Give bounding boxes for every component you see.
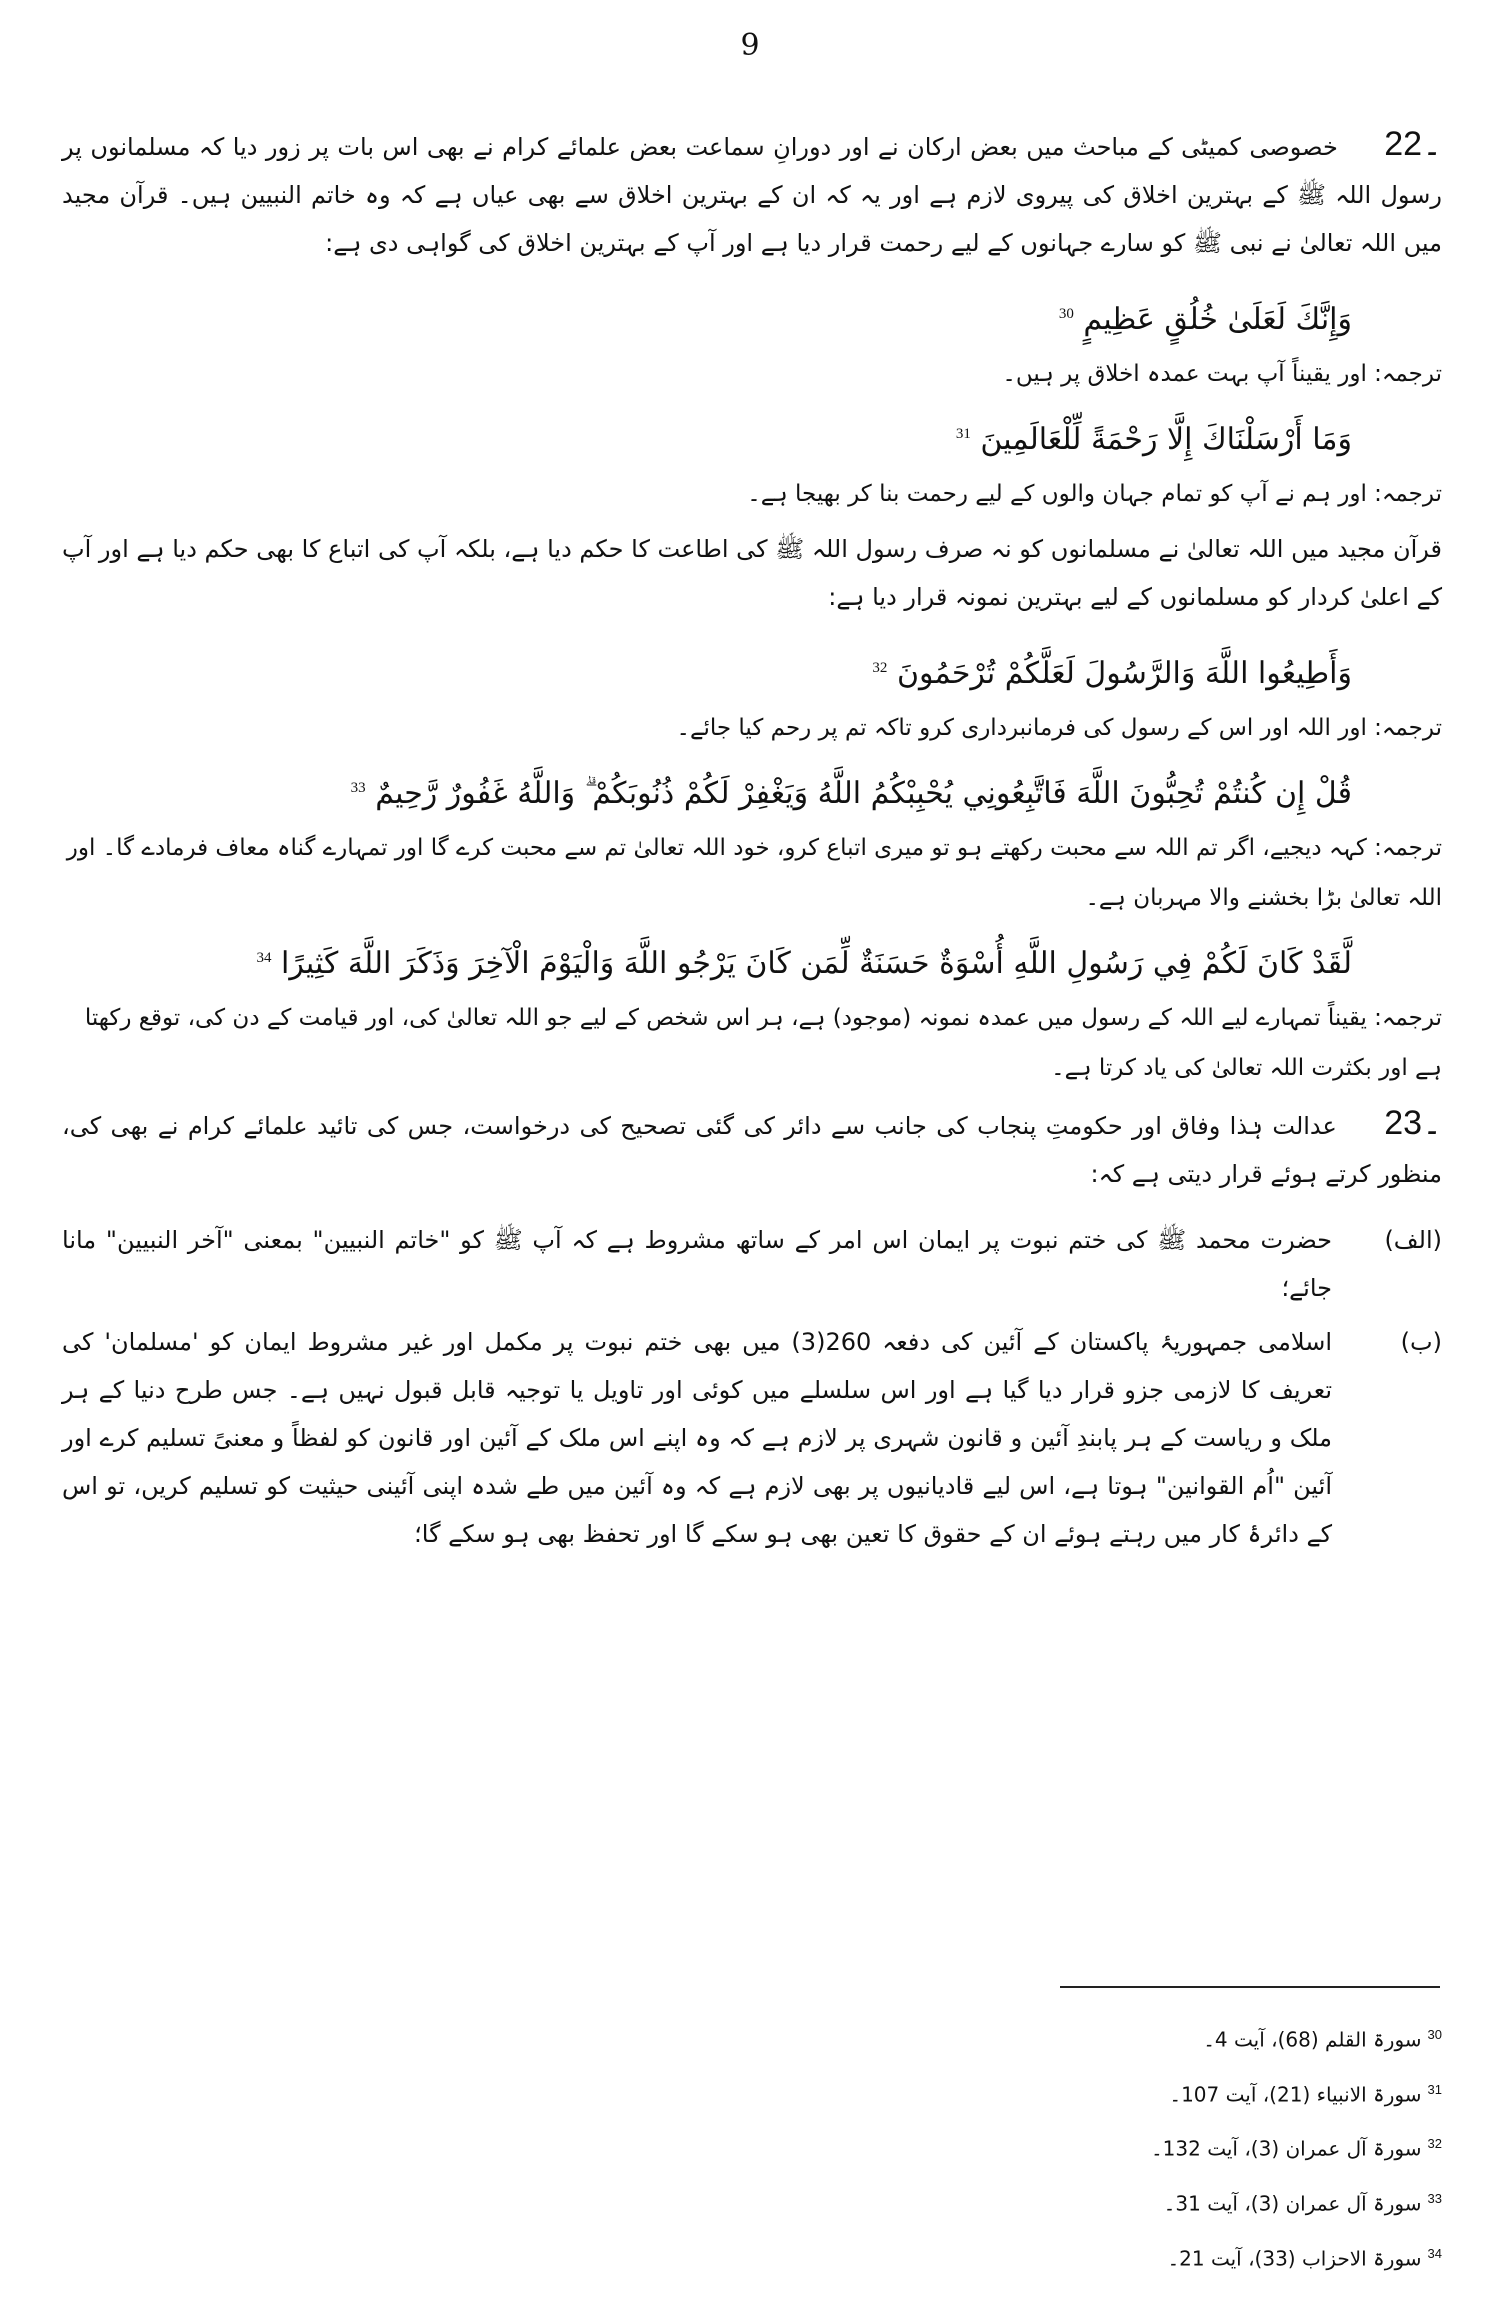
footnote-32 — [62, 2119, 1442, 2174]
footnote-31 — [62, 2065, 1442, 2120]
verse-text: لَّقَدْ كَانَ لَكُمْ فِي رَسُولِ اللَّهِ أُسْوَةٌ حَسَنَةٌ لِّمَن كَانَ يَرْجُو اللَّهَ وَالْيَوْمَ الْآخِرَ وَذَكَرَ اللَّهَ كَثِيرًا — [281, 946, 1352, 981]
footnote-text: سورۃ آل عمران (3)، آیت 132۔ — [1150, 2136, 1422, 2161]
paragraph-23 — [62, 1099, 1442, 1198]
footnote-text: سورۃ القلم (68)، آیت 4۔ — [1203, 2027, 1422, 2052]
footnote-ref: 30 — [1058, 306, 1074, 322]
footnote-ref: 33 — [350, 780, 366, 796]
verse-text: وَمَا أَرْسَلْنَاكَ إِلَّا رَحْمَةً لِّلْعَالَمِينَ — [980, 422, 1352, 457]
footnote-text: سورۃ الانبیاء (21)، آیت 107۔ — [1169, 2082, 1422, 2107]
clause-text: اسلامی جمہوریۂ پاکستان کے آئین کی دفعہ 260(3) میں بھی ختم نبوت پر مکمل اور غیر مشروط ایمان کو 'مسلمان' کی تعریف کا لازمی جزو قرار دیا گیا ہے اور اس سلسلے میں کوئی اور تاویل یا توجیہ قابل قبول نہیں ہے۔ جس طرح دنیا کے ہر ملک و ریاست کے ہر پابندِ آئین و قانون شہری پر لازم ہے کہ وہ اپنے اس ملک کے آئین اور قانون کو لفظاً و معنیً تسلیم کرے اور آئین "اُم القوانین" ہوتا ہے، اس لیے قادیانیوں پر بھی لازم ہے کہ وہ آئین میں طے شدہ اپنی آئینی حیثیت کو تسلیم کریں، تو اس کے دائرۂ کار میں رہتے ہوئے ان کے حقوق کا تعین بھی ہو سکے گا اور تحفظ بھی ہو سکے گا؛ — [62, 1328, 1332, 1548]
footnote-ref: 31 — [955, 426, 971, 442]
footnote-30 — [62, 2010, 1442, 2065]
footnote-divider — [1060, 1986, 1440, 1988]
verse-text: قُلْ إِن كُنتُمْ تُحِبُّونَ اللَّهَ فَاتَّبِعُونِي يُحْبِبْكُمُ اللَّهُ وَيَغْفِرْ لَكُمْ ذُنُوبَكُمْ ۗ وَاللَّهُ غَفُورٌ رَّحِيمٌ — [375, 776, 1352, 811]
quran-verse-33 — [62, 759, 1442, 823]
document-body — [62, 120, 1442, 1564]
translation-33: ترجمہ: کہہ دیجیے، اگر تم اللہ سے محبت رکھتے ہو تو میری اتباع کرو، خود اللہ تعالیٰ تم سے محبت کرے گا اور تمہارے گناہ معاف فرمادے گا۔ اور اللہ تعالیٰ بڑا بخشنے والا مہربان ہے۔ — [66, 835, 1442, 911]
page-number: 9 — [740, 28, 760, 63]
quran-verse-32 — [62, 639, 1442, 703]
footnote-text: سورۃ الاحزاب (33)، آیت 21۔ — [1167, 2246, 1422, 2271]
translation-30: ترجمہ: اور یقیناً آپ بہت عمدہ اخلاق پر ہیں۔ — [1002, 361, 1442, 387]
footnote-number: 34 — [1427, 2245, 1442, 2261]
footnote-33 — [62, 2174, 1442, 2229]
paragraph-text: عدالت ہٰذا وفاق اور حکومتِ پنجاب کی جانب سے دائر کی گئی تصحیح کی درخواست، جس کی تائید علمائے کرام نے بھی کی، منظور کرتے ہوئے قرار دیتی ہے کہ: — [62, 1112, 1442, 1188]
footnote-34 — [62, 2229, 1442, 2284]
translation-31: ترجمہ: اور ہم نے آپ کو تمام جہان والوں کے لیے رحمت بنا کر بھیجا ہے۔ — [747, 481, 1442, 507]
clause-alif — [62, 1216, 1442, 1312]
paragraph-number: 23۔ — [1384, 1104, 1442, 1142]
quran-verse-34 — [62, 929, 1442, 993]
footnote-ref: 32 — [872, 660, 888, 676]
footnote-text: سورۃ آل عمران (3)، آیت 31۔ — [1163, 2191, 1422, 2216]
quran-verse-30 — [62, 285, 1442, 349]
translation-34: ترجمہ: یقیناً تمہارے لیے اللہ کے رسول میں عمدہ نمونہ (موجود) ہے، ہر اس شخص کے لیے جو اللہ تعالیٰ کی، اور قیامت کے دن کی، توقع رکھتا ہے اور بکثرت اللہ تعالیٰ کی یاد کرتا ہے۔ — [84, 1005, 1442, 1081]
clause-label: (ب) — [1400, 1328, 1442, 1356]
quran-verse-31 — [62, 405, 1442, 469]
paragraph-22 — [62, 120, 1442, 267]
footnote-number: 30 — [1427, 2027, 1442, 2042]
footnote-number: 32 — [1427, 2136, 1442, 2152]
paragraph-number: 22۔ — [1384, 125, 1442, 163]
footnotes — [62, 2010, 1442, 2283]
footnote-ref: 34 — [256, 950, 272, 966]
clause-text: حضرت محمد ﷺ کی ختم نبوت پر ایمان اس امر کے ساتھ مشروط ہے کہ آپ ﷺ کو "خاتم النبیین" بمعنی "آخر النبیین" مانا جائے؛ — [62, 1226, 1332, 1302]
verse-text: وَأَطِيعُوا اللَّهَ وَالرَّسُولَ لَعَلَّكُمْ تُرْحَمُونَ — [896, 656, 1352, 691]
paragraph-text: خصوصی کمیٹی کے مباحث میں بعض ارکان نے اور دورانِ سماعت بعض علمائے کرام نے بھی اس بات پر زور دیا کہ مسلمانوں پر رسول اللہ ﷺ کے بہترین اخلاق کی پیروی لازم ہے اور یہ کہ ان کے بہترین اخلاق سے بھی عیاں ہے کہ وہ خاتم النبیین ہیں۔ قرآن مجید میں اللہ تعالیٰ نے نبی ﷺ کو سارے جہانوں کے لیے رحمت قرار دیا ہے اور آپ کے بہترین اخلاق کی گواہی دی ہے: — [62, 133, 1442, 257]
clause-label: (الف) — [1384, 1226, 1442, 1254]
footnote-number: 31 — [1427, 2081, 1442, 2097]
clause-bay — [62, 1318, 1442, 1558]
paragraph-obedience: قرآن مجید میں اللہ تعالیٰ نے مسلمانوں کو نہ صرف رسول اللہ ﷺ کی اطاعت کا حکم دیا ہے، بلکہ آپ کی اتباع کا بھی حکم دیا ہے اور آپ کے اعلیٰ کردار کو مسلمانوں کے لیے بہترین نمونہ قرار دیا ہے: — [62, 535, 1442, 611]
translation-32: ترجمہ: اور اللہ اور اس کے رسول کی فرمانبرداری کرو تاکہ تم پر رحم کیا جائے۔ — [676, 715, 1442, 741]
verse-text: وَإِنَّكَ لَعَلَىٰ خُلُقٍ عَظِيمٍ — [1083, 302, 1352, 337]
clause-list — [62, 1216, 1442, 1558]
footnote-number: 33 — [1427, 2190, 1442, 2206]
